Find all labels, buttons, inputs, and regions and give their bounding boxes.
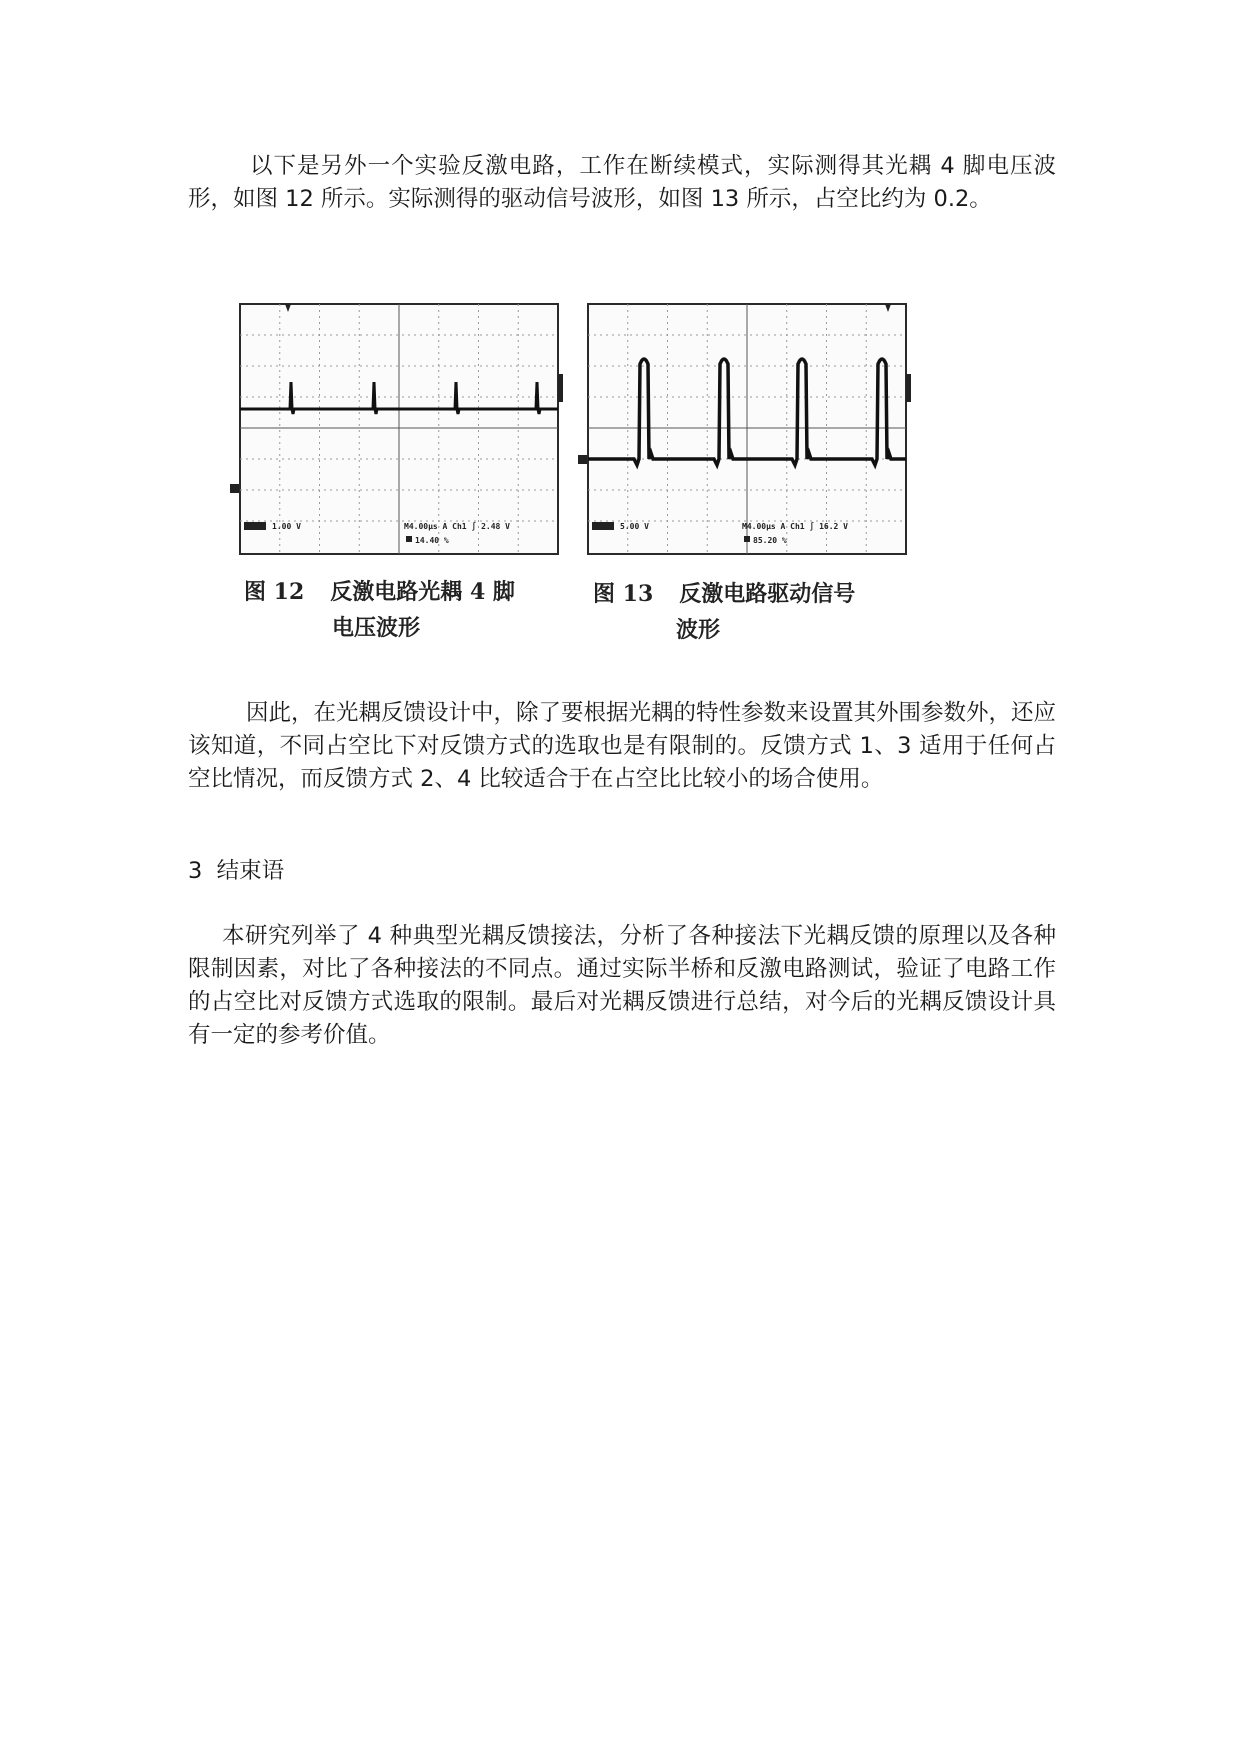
figure-12-caption <box>244 574 564 646</box>
section-number: 3 <box>188 858 203 884</box>
paragraph-conclusion: 本研究列举了 4 种典型光耦反馈接法，分析了各种接法下光耦反馈的原理以及各种限制因素，对比了各种接法的不同点。通过实际半桥和反激电路测试，验证了电路工作的占空比对反馈方式选取的限制。最后对光耦反馈进行总结，对今后的光耦反馈设计具有一定的参考价值。 <box>188 923 1056 1048</box>
scope-timebase: M4.00μs A Ch1 ∫ 16.2 V <box>742 522 848 531</box>
scope-timebase: M4.00μs A Ch1 ∫ 2.48 V <box>404 522 510 531</box>
figure-13-caption-line1: 反激电路驱动信号 <box>679 581 856 607</box>
oscilloscope-figure-13 <box>578 298 912 574</box>
scope-ch1-scale: 1.00 V <box>272 522 301 531</box>
oscilloscope-figure-12 <box>230 298 564 574</box>
paragraph-analysis: 因此，在光耦反馈设计中，除了要根据光耦的特性参数来设置其外围参数外，还应该知道，不同占空比下对反馈方式的选取也是有限制的。反馈方式 1、3 适用于任何占空比情况，而反馈方式 2、4 比较适合于在占空比比较小的场合使用。 <box>188 700 1057 792</box>
scope-readout: 85.20 % <box>753 536 787 545</box>
waveform-figure-12 <box>230 298 564 574</box>
scope-ch1-scale: 5.00 V <box>620 522 649 531</box>
figure-12-number: 图 12 <box>244 579 305 605</box>
section-title: 结束语 <box>216 858 285 884</box>
section-heading <box>188 855 284 888</box>
figure-13-caption <box>593 576 923 648</box>
figure-13-number: 图 13 <box>593 581 654 607</box>
figure-12-caption-line1: 反激电路光耦 4 脚 <box>330 579 515 605</box>
paragraph-intro: 以下是另外一个实验反激电路，工作在断续模式，实际测得其光耦 4 脚电压波形，如图 12 所示。实际测得的驱动信号波形，如图 13 所示，占空比约为 0.2。 <box>188 153 1056 212</box>
waveform-figure-13 <box>578 298 912 574</box>
scope-readout: 14.40 % <box>415 536 449 545</box>
figure-12-caption-line2: 电压波形 <box>332 615 421 641</box>
figure-13-caption-line2: 波形 <box>676 617 721 643</box>
